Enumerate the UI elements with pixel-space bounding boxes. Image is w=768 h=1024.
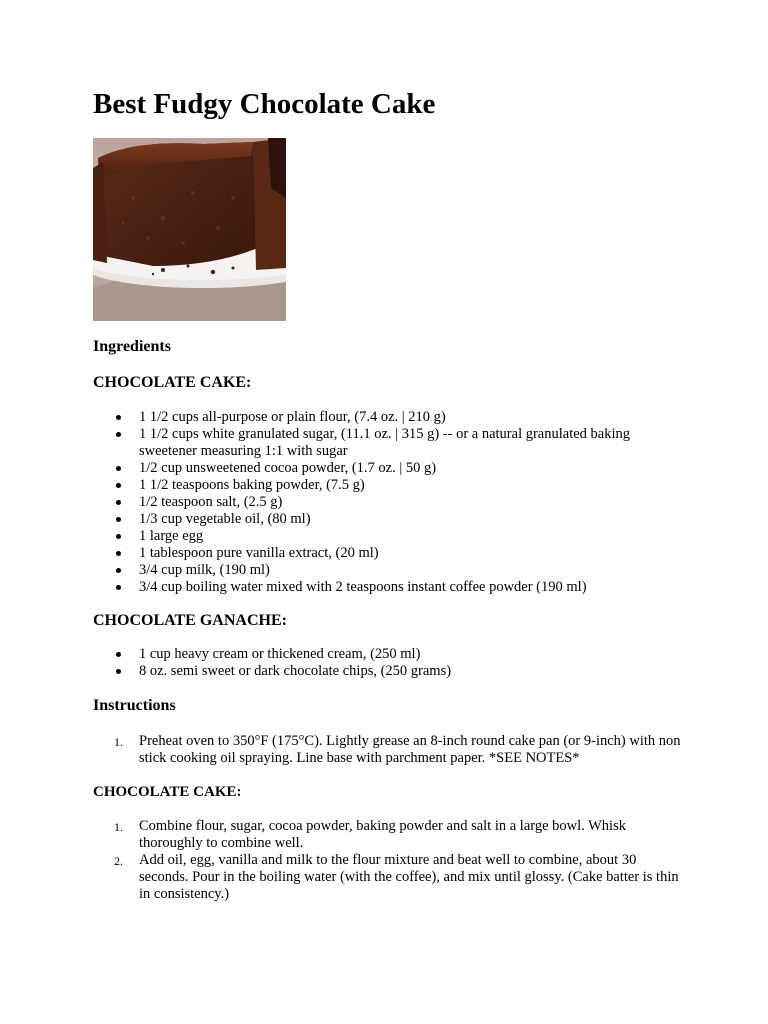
step-item xyxy=(93,818,683,852)
step-number: 1. xyxy=(114,820,123,834)
step-text: Preheat oven to 350°F (175°C). Lightly grease an 8-inch round cake pan (or 9-inch) with non stick cooking oil spraying. Line base with parchment paper. *SEE NOTES* xyxy=(139,733,681,766)
cake-step-list xyxy=(93,818,683,903)
page-title: Best Fudgy Chocolate Cake xyxy=(93,88,436,120)
list-item: 1 1/2 cups all-purpose or plain flour, (7.4 oz. | 210 g) xyxy=(93,409,683,426)
list-item: 3/4 cup boiling water mixed with 2 teaspoons instant coffee powder (190 ml) xyxy=(93,579,683,596)
step-text: Add oil, egg, vanilla and milk to the flour mixture and beat well to combine, about 30 seconds. Pour in the boiling water (with the coffee), and mix until glossy. (Cake batter is thin in consistency.) xyxy=(139,852,679,902)
step-item xyxy=(93,733,683,767)
prep-step-list xyxy=(93,733,683,767)
cake-steps-heading: CHOCOLATE CAKE: xyxy=(93,784,242,800)
cake-ingredient-list xyxy=(93,409,683,596)
instructions-heading: Instructions xyxy=(93,697,176,714)
list-item: 1 tablespoon pure vanilla extract, (20 ml) xyxy=(93,545,683,562)
list-item: 1 large egg xyxy=(93,528,683,545)
list-item: 1/2 teaspoon salt, (2.5 g) xyxy=(93,494,683,511)
step-number: 2. xyxy=(114,854,123,868)
chocolate-cake-slice-image xyxy=(93,138,286,321)
list-item: 1 cup heavy cream or thickened cream, (250 ml) xyxy=(93,646,683,663)
list-item: 1/2 cup unsweetened cocoa powder, (1.7 oz. | 50 g) xyxy=(93,460,683,477)
list-item: 1/3 cup vegetable oil, (80 ml) xyxy=(93,511,683,528)
list-item: 8 oz. semi sweet or dark chocolate chips, (250 grams) xyxy=(93,663,683,680)
list-item: 3/4 cup milk, (190 ml) xyxy=(93,562,683,579)
ingredients-heading: Ingredients xyxy=(93,338,171,355)
step-item xyxy=(93,852,683,903)
cake-ingredients-heading: CHOCOLATE CAKE: xyxy=(93,374,252,391)
chocolate-cake-photo xyxy=(93,138,286,321)
list-item: 1 1/2 cups white granulated sugar, (11.1 oz. | 315 g) -- or a natural granulated baking sweetener measuring 1:1 with sugar xyxy=(93,426,683,460)
ganache-ingredient-list xyxy=(93,646,683,680)
step-text: Combine flour, sugar, cocoa powder, baking powder and salt in a large bowl. Whisk thoroughly to combine well. xyxy=(139,818,626,851)
step-number: 1. xyxy=(114,735,123,749)
list-item: 1 1/2 teaspoons baking powder, (7.5 g) xyxy=(93,477,683,494)
ganache-heading: CHOCOLATE GANACHE: xyxy=(93,612,287,629)
